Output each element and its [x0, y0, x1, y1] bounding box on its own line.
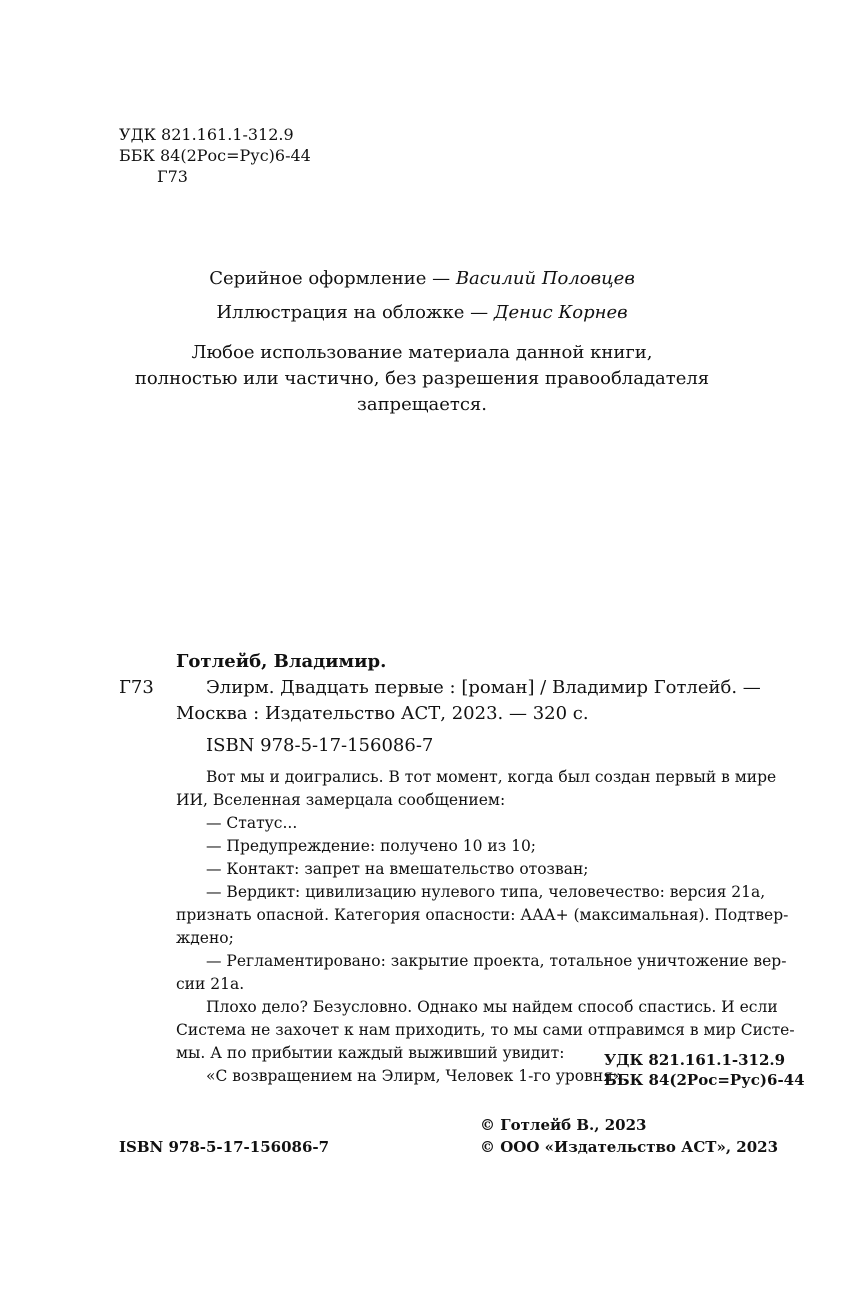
series-designer-name: Василий Половцев [455, 268, 635, 289]
catalog-isbn: ISBN 978-5-17-156086-7 [206, 735, 434, 756]
bottom-udk-code: УДК 821.161.1-312.9 [604, 1051, 786, 1069]
bottom-bbk-code: ББК 84(2Рос=Рус)6-44 [604, 1071, 805, 1089]
copyright-publisher: © ООО «Издательство АСТ», 2023 [480, 1138, 779, 1156]
copyright-author: © Готлейб В., 2023 [480, 1116, 647, 1134]
series-design-label: Серийное оформление — [209, 268, 456, 289]
annotation-line: мы. А по прибытии каждый выживший увидит: [176, 1044, 565, 1062]
copyright-notice [0, 340, 844, 418]
series-design-credit [0, 268, 844, 289]
annotation [176, 766, 795, 1088]
catalog-title-line-1: Элирм. Двадцать первые : [роман] / Владимир Готлейб. — [206, 677, 761, 698]
annotation-line: Плохо дело? Безусловно. Однако мы найдем способ спастись. И если [206, 998, 778, 1016]
annotation-line: признать опасной. Категория опасности: ААА+ (максимальная). Подтвер- [176, 906, 789, 924]
cover-illustrator-name: Денис Корнев [493, 302, 628, 323]
annotation-line: — Статус... [206, 814, 298, 832]
catalog-author-heading: Готлейб, Владимир. [176, 651, 387, 672]
annotation-line: — Вердикт: цивилизацию нулевого типа, человечество: версия 21а, [206, 883, 766, 901]
annotation-line: — Регламентировано: закрытие проекта, тотальное уничтожение вер- [206, 952, 787, 970]
annotation-line: «С возвращением на Элирм, Человек 1-го уровня». [206, 1067, 628, 1085]
cover-illustration-label: Иллюстрация на обложке — [216, 302, 494, 323]
annotation-line: Вот мы и доигрались. В тот момент, когда был создан первый в мире [206, 768, 777, 786]
notice-line: полностью или частично, без разрешения правообладателя [134, 368, 710, 389]
annotation-line: Система не захочет к нам приходить, то мы сами отправимся в мир Систе- [176, 1021, 795, 1039]
annotation-line: сии 21а. [176, 975, 245, 993]
top-bbk-code: ББК 84(2Рос=Рус)6-44 [119, 146, 311, 165]
top-udk-code: УДК 821.161.1-312.9 [119, 125, 294, 144]
annotation-line: ИИ, Вселенная замерцала сообщением: [176, 791, 506, 809]
notice-line: запрещается. [357, 394, 487, 415]
cover-illustration-credit [0, 302, 844, 323]
footer-isbn: ISBN 978-5-17-156086-7 [119, 1138, 330, 1156]
top-author-mark: Г73 [157, 167, 188, 186]
notice-line: Любое использование материала данной книги, [191, 342, 653, 363]
catalog-title-line-2: Москва : Издательство АСТ, 2023. — 320 с. [176, 703, 589, 724]
catalog-author-mark: Г73 [119, 677, 154, 698]
annotation-line: — Контакт: запрет на вмешательство отозван; [206, 860, 589, 878]
annotation-line: — Предупреждение: получено 10 из 10; [206, 837, 537, 855]
annotation-line: ждено; [176, 929, 234, 947]
